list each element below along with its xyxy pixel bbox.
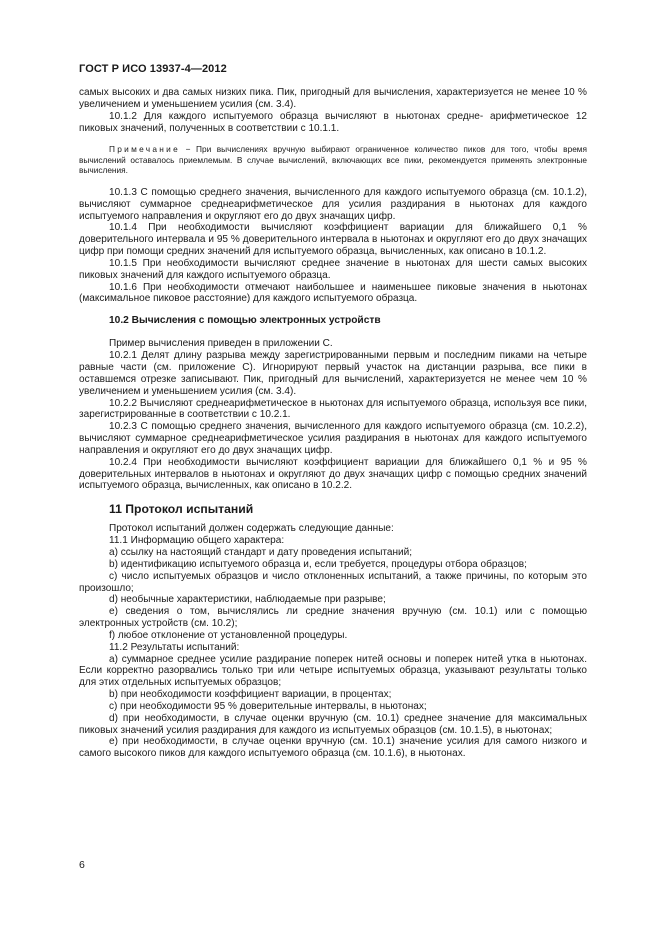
paragraph: самых высоких и два самых низких пика. Пик, пригодный для вычисления, характеризуется не менее 10 % увеличением и уменьшением усилия (см. 3.4). bbox=[79, 87, 587, 110]
list-item: c) при необходимости 95 % доверительные интервалы, в ньютонах; bbox=[109, 700, 427, 712]
paragraph: 11.1 Информацию общего характера: bbox=[109, 535, 285, 547]
section-heading-11: 11 Протокол испытаний bbox=[109, 502, 254, 517]
paragraph: 10.1.2 Для каждого испытуемого образца вычисляют в ньютонах средне- арифметическое 12 пиковых значений, полученных в соответствии с 10.1.1. bbox=[79, 110, 587, 134]
note-label: Примечание bbox=[109, 144, 181, 155]
paragraph: 10.1.4 При необходимости вычисляют коэффициент вариации для ближайшего 0,1 % доверительного интервала и 95 % доверительного интервала в ньютонах и округляют его до двух значащих цифр при помощи средних значений для испытуемого образца, вычисленных, как описано в 10.1.2. bbox=[79, 222, 587, 258]
list-item: b) при необходимости коэффициент вариации, в процентах; bbox=[109, 689, 392, 701]
document-body bbox=[79, 87, 587, 760]
page-number: 6 bbox=[79, 859, 85, 871]
document-header: ГОСТ Р ИСО 13937-4—2012 bbox=[79, 63, 227, 75]
paragraph: 10.1.5 При необходимости вычисляют среднее значение в ньютонах для шести самых высоких пиковых значений для каждого испытуемого образца. bbox=[79, 257, 587, 281]
note-text: − При вычислениях вручную выбирают ограниченное количество пиков для того, чтобы время вычислений оставалось приемлемым. В случае вычислений, включающих все пики, рекомендуется применять электронные вычисления. bbox=[79, 144, 587, 176]
list-item: f) любое отклонение от установленной процедуры. bbox=[109, 629, 348, 641]
list-item: d) необычные характеристики, наблюдаемые при разрыве; bbox=[109, 594, 386, 606]
list-item: a) суммарное среднее усилие раздирание поперек нитей основы и поперек нитей утка в ньютонах. Если корректно разорвались только три или четыре испытуемых образца, указывают результаты только для этих отдельных испытуемых образцов; bbox=[79, 653, 587, 689]
list-item: e) сведения о том, вычислялись ли средние значения вручную (см. 10.1) или с помощью электронных устройств (см. 10.2); bbox=[79, 606, 587, 630]
note bbox=[79, 144, 587, 176]
paragraph: 10.2.2 Вычисляют среднеарифметическое в ньютонах для испытуемого образца, используя все пики, зарегистрированные в соответствии с 10.2.1. bbox=[79, 397, 587, 421]
paragraph: 10.2.1 Делят длину разрыва между зарегистрированными первым и последним пиками на четыре равные части (см. приложение С). Игнорируют первый участок на дистанции разрыва, все пики в оставшемся отрезке записывают. Пик, пригодный для вычислений, характеризуется не менее чем 10 % увеличением и уменьшением усилия (см. 3.4). bbox=[79, 350, 587, 397]
list-item: a) ссылку на настоящий стандарт и дату проведения испытаний; bbox=[109, 546, 413, 558]
paragraph: 10.1.6 При необходимости отмечают наибольшее и наименьшее пиковые значения в ньютонах (максимальное пиковое расстояние) для каждого испытуемого образца. bbox=[79, 281, 587, 305]
paragraph: 10.1.3 С помощью среднего значения, вычисленного для каждого испытуемого образца (см. 10.1.2), вычисляют суммарное среднеарифметическое для усилия раздирания в ньютонах для каждого испытуемого направления и округляют его до двух значащих цифр. bbox=[79, 186, 587, 222]
paragraph: Пример вычисления приведен в приложении С. bbox=[109, 338, 333, 350]
list-item: d) при необходимости, в случае оценки вручную (см. 10.1) среднее значение для максимальных пиковых значений усилия раздирания для каждого из испытуемых образцов (см. 10.1.5), в ньютонах; bbox=[79, 712, 587, 736]
paragraph: 10.2.3 С помощью среднего значения, вычисленного для каждого испытуемого образца (см. 10.2.2), вычисляют суммарное среднеарифметическое усилия раздирания в ньютонах для каждого испытуемого направления и округляют его до двух значащих цифр. bbox=[79, 421, 587, 456]
list-item: c) число испытуемых образцов и число отклоненных испытаний, а также причины, по которым это произошло; bbox=[79, 570, 587, 594]
list-item: b) идентификацию испытуемого образца и, если требуется, процедуры отбора образцов; bbox=[109, 558, 527, 570]
section-heading-10-2: 10.2 Вычисления с помощью электронных устройств bbox=[109, 315, 381, 327]
paragraph: 10.2.4 При необходимости вычисляют коэффициент вариации для ближайшего 0,1 % и 95 % доверительных интервалов в ньютонах и округляют до двух значащих цифр с помощью средних значений испытуемого образца, вычисленных, как описано в 10.2.2. bbox=[79, 456, 587, 492]
paragraph: Протокол испытаний должен содержать следующие данные: bbox=[109, 523, 394, 535]
list-item: e) при необходимости, в случае оценки вручную (см. 10.1) значение усилия для самого низкого и самого высокого пиков для каждого испытуемого образца (см. 10.1.6), в ньютонах. bbox=[79, 736, 587, 760]
paragraph: 11.2 Результаты испытаний: bbox=[109, 641, 240, 653]
